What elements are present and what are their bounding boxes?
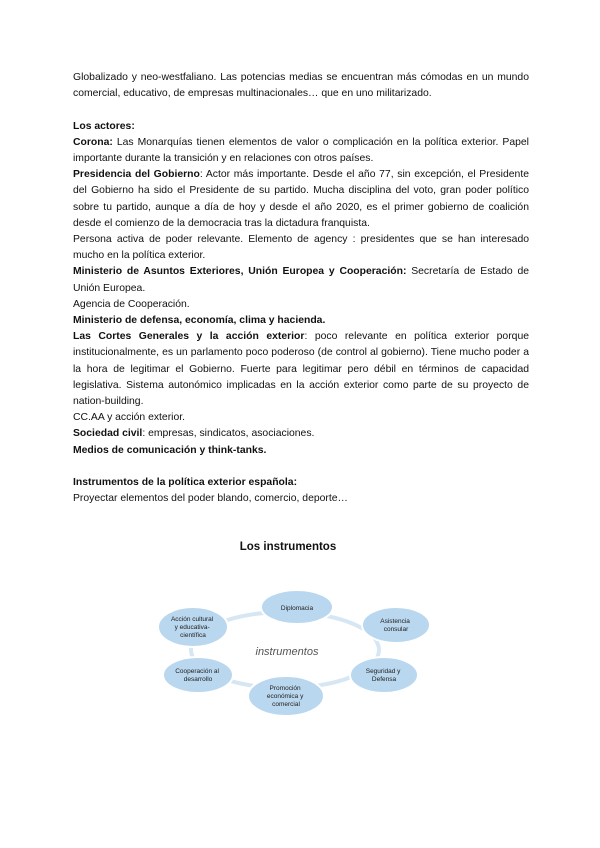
node-diplomacia-line: Diplomacia (280, 605, 314, 612)
node-accion-line: y educativa- (174, 624, 210, 631)
svg-text:Promoción económica y (267, 685, 305, 708)
node-accion-line: científica (180, 632, 206, 639)
diagram-center-label: instrumentos (255, 646, 319, 658)
presidencia-paragraph: Presidencia del Gobierno: Actor más importante. Desde el año 77, sin excepción, el Presidente del Gobierno ha sido el Presidente de su partido. Mucha disciplina del voto, gran poder político sobre tu partido, aunque a día de hoy y desde el año 2020, es el primer gobierno de coalición desde el comienzo de la democracia tras la dictadura franquista. (73, 169, 529, 229)
node-diplomacia (261, 590, 333, 624)
cortes-paragraph: Las Cortes Generales y la acción exterior: poco relevante en política exterior porque institucionalmente, es un parlamento poco poderoso (de control al gobierno). Tiene mucho poder a la hora de legitimar el Gobierno. Fuerte para legitimar pero débil en términos de capacidad legislativa. Sistema autonómico implicadas en la acción exterior como parte de su proyecto de nation-building. (73, 331, 529, 408)
node-seguridad-line: Defensa (371, 676, 397, 683)
corona-paragraph: Corona: Las Monarquías tienen elementos de valor o complicación en la política exterior. Papel importante durante la transición y en relaciones con otros países. (73, 136, 529, 164)
svg-text:Diplomacia (281, 605, 314, 612)
ministerio-defensa-paragraph: Ministerio de defensa, economía, clima y hacienda. (73, 315, 326, 327)
node-cooperacion-line: Cooperación al (175, 668, 219, 675)
instrumentos-heading: Instrumentos de la política exterior española: (73, 477, 298, 489)
node-seguridad-defensa (350, 657, 418, 693)
medios-paragraph: Medios de comunicación y think-tanks. (73, 444, 267, 456)
node-accion-line: Acción cultural (170, 616, 214, 623)
persona-paragraph: Persona activa de poder relevante. Elemento de agency : presidentes que se han interesado mucho en la política exterior. (73, 234, 529, 262)
node-cooperacion-line: desarrollo (183, 676, 213, 683)
node-asistencia-line: consular (383, 626, 409, 633)
node-promocion-line: comercial (272, 701, 300, 708)
ccaa-paragraph: CC.AA y acción exterior. (73, 412, 186, 424)
agencia-paragraph: Agencia de Cooperación. (73, 298, 190, 310)
node-asistencia-consular (362, 607, 430, 643)
actores-heading: Los actores: (73, 120, 135, 132)
ministerio-paragraph: Ministerio de Asuntos Exteriores, Unión Europea y Cooperación: Secretaría de Estado de Unión Europea. (73, 266, 530, 294)
node-promocion (248, 676, 324, 716)
node-promocion-line: económica y (266, 693, 304, 700)
node-seguridad-line: Seguridad y (365, 668, 401, 675)
node-asistencia-line: Asistencia (380, 618, 410, 625)
intro-paragraph: Globalizado y neo-westfaliano. Las potencias medias se encuentran más cómodas en un mundo comercial, educativo, de empresas multinacionales… que en uno militarizado. (73, 72, 529, 100)
instrumentos-diagram (148, 534, 454, 720)
node-cooperacion (163, 657, 233, 693)
proyectar-paragraph: Proyectar elementos del poder blando, comercio, deporte… (73, 493, 348, 505)
node-promocion-line: Promoción (269, 685, 301, 692)
document-page (73, 70, 529, 507)
sociedad-paragraph: Sociedad civil: empresas, sindicatos, asociaciones. (73, 428, 315, 440)
svg-text:Asistencia consular (380, 618, 411, 633)
diagram-title: Los instrumentos (239, 541, 337, 553)
node-accion-cultural (158, 607, 228, 647)
